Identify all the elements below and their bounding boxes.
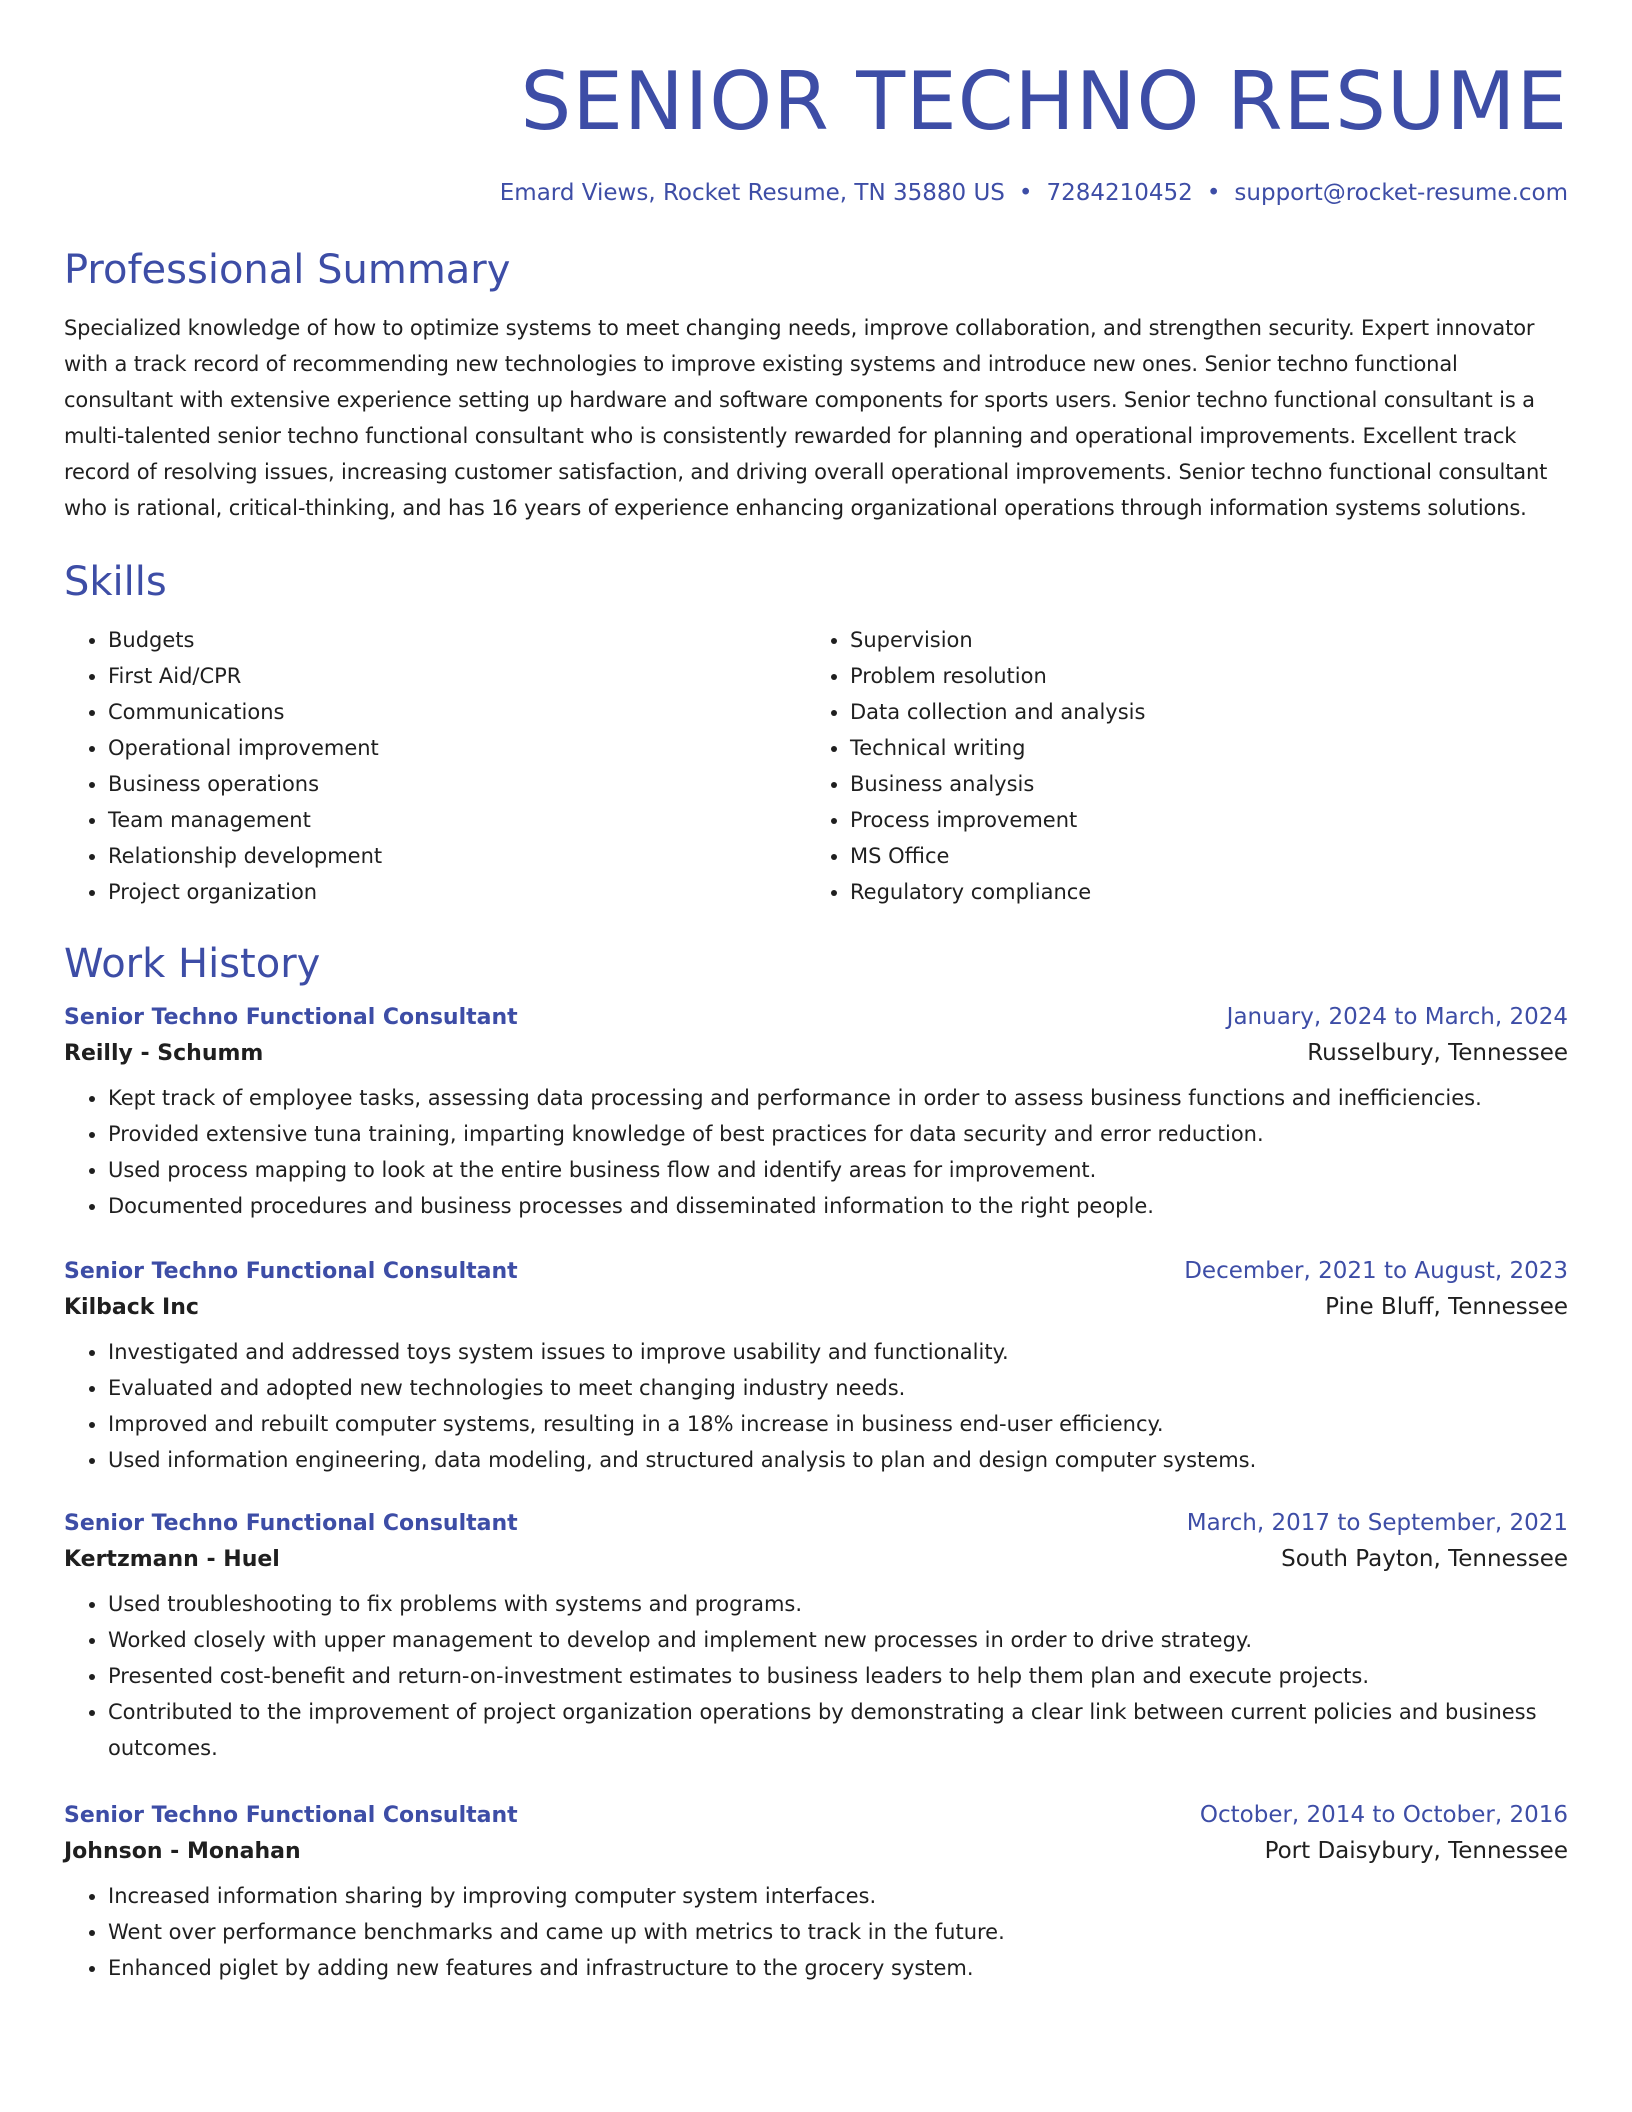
skill-item: • Business operations <box>108 766 806 802</box>
job-bullets <box>64 1080 1568 1224</box>
job-title: Senior Techno Functional Consultant <box>64 1259 518 1284</box>
job-location: Port Daisybury, Tennessee <box>1264 1838 1568 1864</box>
skill-item: • Process improvement <box>850 802 1548 838</box>
job-subheader <box>64 1294 1568 1320</box>
job-bullet: • Documented procedures and business processes and disseminated information to the right people. <box>108 1188 1568 1224</box>
job-dates: January, 2024 to March, 2024 <box>1226 1004 1568 1030</box>
skill-item: • Supervision <box>850 622 1548 658</box>
job-entry <box>64 1802 1568 1986</box>
resume-title: SENIOR TECHNO RESUME <box>520 55 1568 148</box>
job-company: Kilback Inc <box>64 1295 199 1320</box>
skills-column-right <box>806 622 1548 910</box>
resume-page <box>64 0 1568 1986</box>
job-bullet: • Improved and rebuilt computer systems, resulting in a 18% increase in business end-user efficiency. <box>108 1406 1568 1442</box>
job-bullet: • Used information engineering, data modeling, and structured analysis to plan and design computer systems. <box>108 1442 1568 1478</box>
job-header <box>64 1004 1568 1030</box>
contact-email: support@rocket-resume.com <box>1234 180 1568 206</box>
job-bullet: • Worked closely with upper management to develop and implement new processes in order to drive strategy. <box>108 1622 1568 1658</box>
job-entry <box>64 1004 1568 1224</box>
skill-item: • Problem resolution <box>850 658 1548 694</box>
job-company: Reilly - Schumm <box>64 1041 264 1066</box>
skill-item: • Team management <box>108 802 806 838</box>
job-title: Senior Techno Functional Consultant <box>64 1005 518 1030</box>
job-bullet: • Presented cost-benefit and return-on-investment estimates to business leaders to help them plan and execute projects. <box>108 1658 1568 1694</box>
section-heading-summary: Professional Summary <box>64 247 511 293</box>
job-header <box>64 1258 1568 1284</box>
skill-item: • Project organization <box>108 874 806 910</box>
skills-list <box>64 622 1568 910</box>
job-entry <box>64 1510 1568 1766</box>
job-subheader <box>64 1546 1568 1572</box>
job-subheader <box>64 1838 1568 1864</box>
contact-phone: 7284210452 <box>1046 180 1193 206</box>
skill-item: • Operational improvement <box>108 730 806 766</box>
skill-item: • Technical writing <box>850 730 1548 766</box>
skill-item: • Budgets <box>108 622 806 658</box>
skill-item: • MS Office <box>850 838 1548 874</box>
skill-item: • Data collection and analysis <box>850 694 1548 730</box>
job-location: South Payton, Tennessee <box>1281 1546 1568 1572</box>
skill-item: • Relationship development <box>108 838 806 874</box>
job-bullet: • Provided extensive tuna training, imparting knowledge of best practices for data security and error reduction. <box>108 1116 1568 1152</box>
skill-item: • Communications <box>108 694 806 730</box>
skills-column-left <box>64 622 806 910</box>
job-title: Senior Techno Functional Consultant <box>64 1803 518 1828</box>
job-header <box>64 1510 1568 1536</box>
summary-text: Specialized knowledge of how to optimize systems to meet changing needs, improve collaboration, and strengthen security. Expert innovator with a track record of recommending new technologies to improve existing systems and introduce new ones. Senior techno functional consultant with extensive experience setting up hardware and software components for sports users. Senior techno functional consultant is a multi-talented senior techno functional consultant who is consistently rewarded for planning and operational improvements. Excellent track record of resolving issues, increasing customer satisfaction, and driving overall operational improvements. Senior techno functional consultant who is rational, critical-thinking, and has 16 years of experience enhancing organizational operations through information systems solutions. <box>64 316 1548 520</box>
job-bullet: • Increased information sharing by improving computer system interfaces. <box>108 1878 1568 1914</box>
job-bullets <box>64 1334 1568 1478</box>
skill-item: • Business analysis <box>850 766 1548 802</box>
job-company: Johnson - Monahan <box>64 1839 301 1864</box>
job-bullet: • Used troubleshooting to fix problems with systems and programs. <box>108 1586 1568 1622</box>
contact-line <box>64 180 1568 206</box>
job-bullet: • Contributed to the improvement of project organization operations by demonstrating a clear link between current policies and business outcomes. <box>108 1694 1568 1766</box>
job-subheader <box>64 1040 1568 1066</box>
section-heading-work-history: Work History <box>64 941 321 987</box>
job-bullets <box>64 1586 1568 1766</box>
job-dates: March, 2017 to September, 2021 <box>1186 1510 1568 1536</box>
skill-item: • First Aid/CPR <box>108 658 806 694</box>
job-entry <box>64 1258 1568 1478</box>
contact-separator: • <box>1018 180 1033 206</box>
job-bullet: • Kept track of employee tasks, assessing data processing and performance in order to assess business functions and inefficiencies. <box>108 1080 1568 1116</box>
section-heading-skills: Skills <box>64 559 167 605</box>
job-location: Russelbury, Tennessee <box>1307 1040 1568 1066</box>
job-location: Pine Bluff, Tennessee <box>1325 1294 1568 1320</box>
job-dates: December, 2021 to August, 2023 <box>1184 1258 1568 1284</box>
contact-address: Emard Views, Rocket Resume, TN 35880 US <box>499 180 1005 206</box>
job-bullet: • Investigated and addressed toys system issues to improve usability and functionality. <box>108 1334 1568 1370</box>
job-bullet: • Evaluated and adopted new technologies to meet changing industry needs. <box>108 1370 1568 1406</box>
job-bullet: • Enhanced piglet by adding new features and infrastructure to the grocery system. <box>108 1950 1568 1986</box>
job-bullet: • Went over performance benchmarks and came up with metrics to track in the future. <box>108 1914 1568 1950</box>
skill-item: • Regulatory compliance <box>850 874 1548 910</box>
job-dates: October, 2014 to October, 2016 <box>1199 1802 1568 1828</box>
job-bullets <box>64 1878 1568 1986</box>
contact-separator: • <box>1206 180 1221 206</box>
job-header <box>64 1802 1568 1828</box>
job-company: Kertzmann - Huel <box>64 1547 280 1572</box>
job-title: Senior Techno Functional Consultant <box>64 1511 518 1536</box>
job-bullet: • Used process mapping to look at the entire business flow and identify areas for improvement. <box>108 1152 1568 1188</box>
